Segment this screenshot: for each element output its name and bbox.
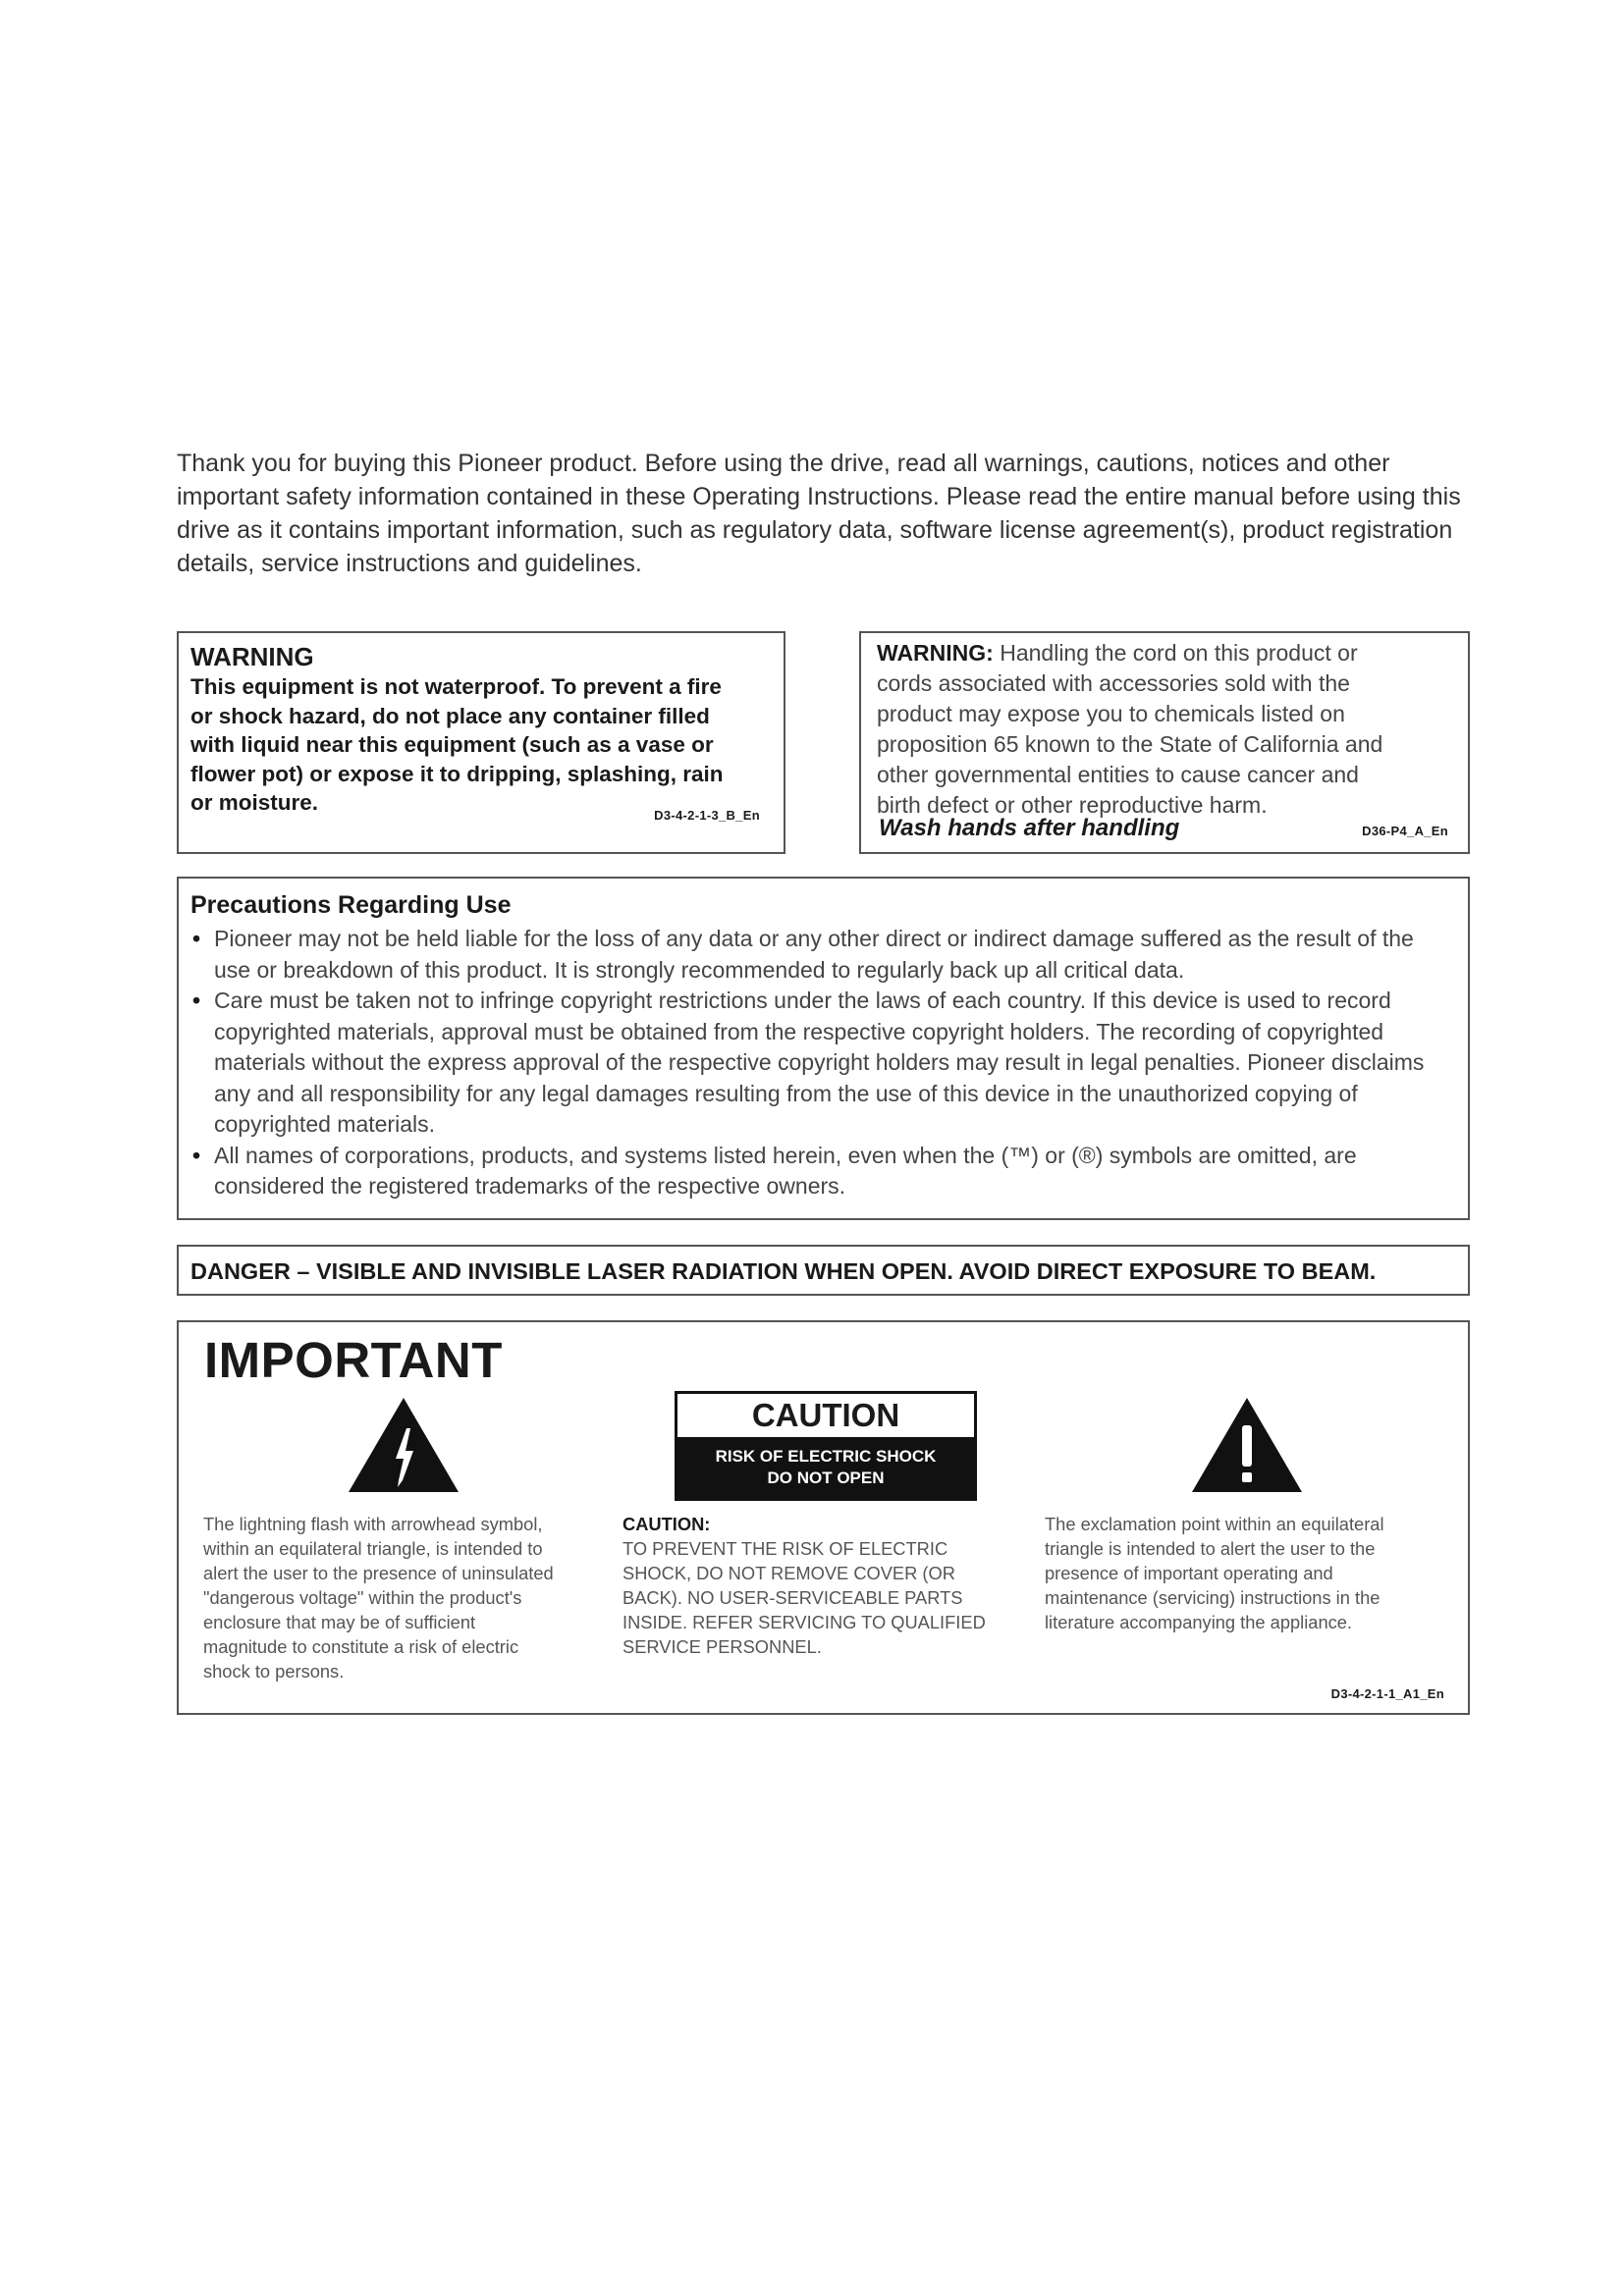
lightning-warning-icon [347,1396,460,1494]
bullet-icon: • [192,1142,201,1168]
list-item: • Pioneer may not be held liable for the loss of any data or any other direct or indirect damage suffered as the result of the use or breakdown of this product. It is strongly recommended to regularly back up all critical data. [192,926,1414,983]
caution-label-title: CAUTION [677,1394,974,1440]
warning-box-prop65 [859,631,1470,854]
important-box [177,1320,1470,1715]
intro-paragraph: Thank you for buying this Pioneer product. Before using the drive, read all warnings, cautions, notices and other important safety information contained in these Operating Instructions. Please read the entire manual before using this drive as it contains important information, such as regulatory data, software license agreement(s), product registration details, service instructions and guidelines. [177,450,1461,577]
caution-description: CAUTION: TO PREVENT THE RISK OF ELECTRIC SHOCK, DO NOT REMOVE COVER (OR BACK). NO USER-SERVICEABLE PARTS INSIDE. REFER SERVICING TO QUALIFIED SERVICE PERSONNEL. [623,1512,1035,1659]
warning-box-waterproof [177,631,785,854]
precautions-list [190,924,1456,1202]
list-item: • All names of corporations, products, and systems listed herein, even when the (™) or (®) symbols are omitted, are considered the registered trademarks of the respective owners. [192,1142,1357,1199]
prop65-text: WARNING: Handling the cord on this product or cords associated with accessories sold with the product may expose you to chemicals listed on proposition 65 known to the State of California and other governmental entities to cause cancer and birth defect or other reproductive harm. [877,640,1383,818]
document-code: D3-4-2-1-1_A1_En [1330,1686,1444,1701]
important-title: IMPORTANT [204,1332,503,1388]
warning-label: WARNING: [877,640,994,666]
document-code: D3-4-2-1-3_B_En [654,808,760,823]
bullet-icon: • [192,926,201,951]
caution-label [675,1391,977,1501]
bullet-icon: • [192,988,201,1013]
exclamation-description: The exclamation point within an equilateral triangle is intended to alert the user to the presence of important operating and maintenance (servicing) instructions in the literature accompanying the appliance. [1045,1514,1384,1632]
exclamation-warning-icon [1190,1396,1304,1494]
list-item: • Care must be taken not to infringe copyright restrictions under the laws of each country. If this device is used to record copyrighted materials, approval must be obtained from the respective copyright holders. The recording of copyrighted materials without the express approval of the respective copyright holders may result in legal penalties. Pioneer disclaims any and all responsibility for any legal damages resulting from the use of this device in the unauthorized copying of copyrighted materials. [192,988,1425,1137]
lightning-description: The lightning flash with arrowhead symbol, within an equilateral triangle, is intended to alert the user to the presence of uninsulated "dangerous voltage" within the product's enclosure that may be of sufficient magnitude to constitute a risk of electric shock to persons. [203,1514,554,1682]
document-code: D36-P4_A_En [1362,824,1448,838]
precautions-heading: Precautions Regarding Use [190,891,512,919]
caution-label-warning: RISK OF ELECTRIC SHOCK DO NOT OPEN [677,1440,974,1498]
precautions-box [177,877,1470,1220]
caution-heading: CAUTION: [623,1514,711,1534]
warning-text: This equipment is not waterproof. To prevent a fire or shock hazard, do not place any container filled with liquid near this equipment (such as a vase or flower pot) or expose it to dripping, splashing, rain or moisture. [190,674,724,815]
danger-laser-notice: DANGER – VISIBLE AND INVISIBLE LASER RADIATION WHEN OPEN. AVOID DIRECT EXPOSURE TO BEAM. [177,1245,1470,1296]
wash-hands-note: Wash hands after handling [879,815,1180,841]
warning-heading: WARNING [190,642,314,671]
